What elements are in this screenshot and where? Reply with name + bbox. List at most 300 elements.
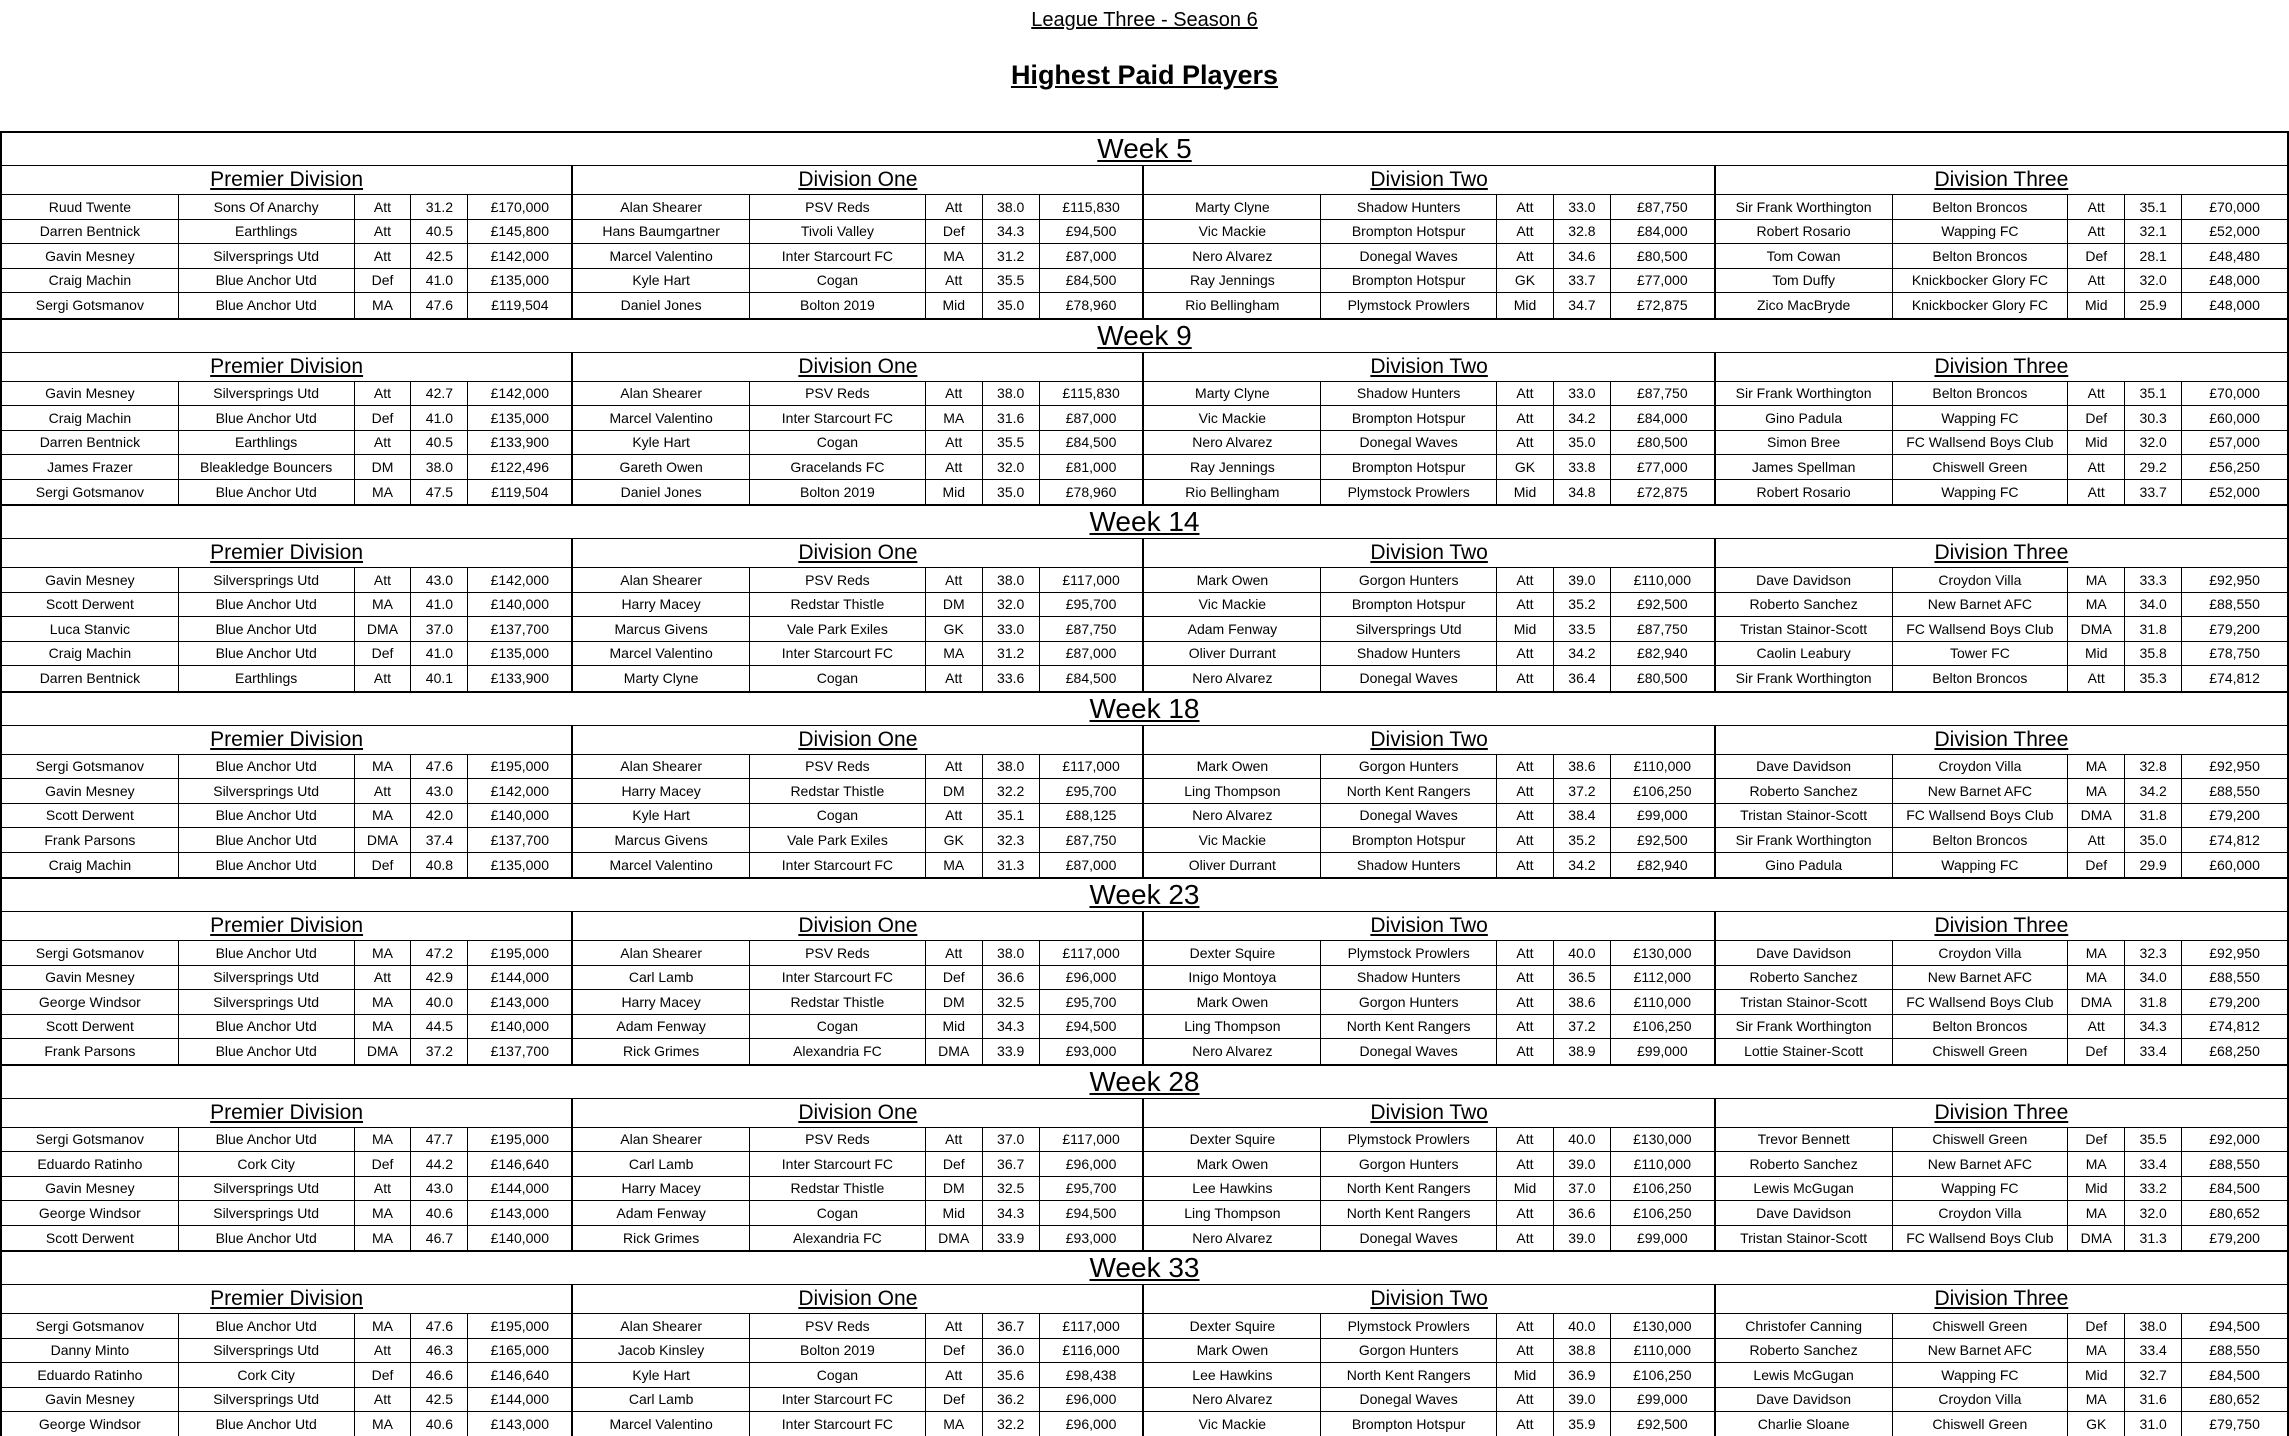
team-cell: Inter Starcourt FC bbox=[750, 642, 926, 667]
stat-cell: 29.9 bbox=[2125, 853, 2182, 878]
team-cell: Tivoli Valley bbox=[750, 220, 926, 245]
player-name-cell: Harry Macey bbox=[573, 1177, 750, 1202]
player-name-cell: Ruud Twente bbox=[2, 195, 179, 220]
division-header-label: Division One bbox=[798, 727, 918, 751]
player-name-cell: Tom Duffy bbox=[1716, 269, 1893, 294]
position-cell: DM bbox=[926, 779, 983, 804]
stat-cell: 33.9 bbox=[983, 1039, 1040, 1064]
week-section bbox=[0, 877, 2289, 1064]
position-cell: Att bbox=[2068, 269, 2125, 294]
player-name-cell: Trevor Bennett bbox=[1716, 1128, 1893, 1153]
stat-cell: 46.3 bbox=[411, 1339, 468, 1364]
player-name-cell: Simon Bree bbox=[1716, 431, 1893, 456]
stat-cell: 32.0 bbox=[2125, 1201, 2182, 1226]
player-name-cell: Nero Alvarez bbox=[1144, 1226, 1321, 1251]
player-name-cell: Frank Parsons bbox=[2, 828, 179, 853]
stat-cell: 36.6 bbox=[983, 966, 1040, 991]
wage-cell: £146,640 bbox=[468, 1363, 573, 1388]
wage-cell: £72,875 bbox=[1611, 293, 1716, 318]
stat-cell: 40.6 bbox=[411, 1412, 468, 1436]
team-cell: Earthlings bbox=[179, 666, 355, 691]
stat-cell: 38.4 bbox=[1554, 804, 1611, 829]
position-cell: DM bbox=[926, 990, 983, 1015]
team-cell: Cork City bbox=[179, 1152, 355, 1177]
player-name-cell: Nero Alvarez bbox=[1144, 804, 1321, 829]
player-name-cell: Gavin Mesney bbox=[2, 568, 179, 593]
player-name-cell: Lee Hawkins bbox=[1144, 1363, 1321, 1388]
player-name-cell: Carl Lamb bbox=[573, 1388, 750, 1413]
stat-cell: 28.1 bbox=[2125, 244, 2182, 269]
player-name-cell: Inigo Montoya bbox=[1144, 966, 1321, 991]
week-table bbox=[2, 1099, 2287, 1251]
position-cell: Def bbox=[355, 1363, 412, 1388]
wage-cell: £142,000 bbox=[468, 382, 573, 407]
team-cell: Cogan bbox=[750, 431, 926, 456]
player-name-cell: Rio Bellingham bbox=[1144, 293, 1321, 318]
position-cell: DMA bbox=[2068, 990, 2125, 1015]
wage-cell: £195,000 bbox=[468, 755, 573, 780]
division-header-label: Division One bbox=[798, 168, 918, 191]
division-header bbox=[573, 539, 1144, 568]
team-cell: Tower FC bbox=[1893, 642, 2069, 667]
wage-cell: £170,000 bbox=[468, 195, 573, 220]
team-cell: Croydon Villa bbox=[1893, 941, 2069, 966]
position-cell: DMA bbox=[355, 617, 412, 642]
position-cell: Mid bbox=[2068, 1177, 2125, 1202]
position-cell: DM bbox=[355, 455, 412, 480]
stat-cell: 31.3 bbox=[983, 853, 1040, 878]
team-cell: Blue Anchor Utd bbox=[179, 593, 355, 618]
team-cell: Donegal Waves bbox=[1321, 1388, 1497, 1413]
player-name-cell: Marcel Valentino bbox=[573, 244, 750, 269]
team-cell: New Barnet AFC bbox=[1893, 779, 2069, 804]
stat-cell: 40.5 bbox=[411, 431, 468, 456]
position-cell: MA bbox=[355, 990, 412, 1015]
position-cell: MA bbox=[2068, 1339, 2125, 1364]
player-name-cell: Kyle Hart bbox=[573, 1363, 750, 1388]
position-cell: Mid bbox=[926, 480, 983, 505]
wage-cell: £145,800 bbox=[468, 220, 573, 245]
wage-cell: £78,960 bbox=[1040, 293, 1145, 318]
division-header bbox=[2, 912, 573, 941]
position-cell: Mid bbox=[2068, 642, 2125, 667]
position-cell: Att bbox=[1497, 1152, 1554, 1177]
position-cell: Att bbox=[1497, 1314, 1554, 1339]
stat-cell: 42.7 bbox=[411, 382, 468, 407]
player-name-cell: Darren Bentnick bbox=[2, 431, 179, 456]
division-header bbox=[573, 353, 1144, 382]
stat-cell: 32.7 bbox=[2125, 1363, 2182, 1388]
division-header bbox=[1716, 353, 2287, 382]
player-name-cell: Tristan Stainor-Scott bbox=[1716, 617, 1893, 642]
stat-cell: 32.5 bbox=[983, 990, 1040, 1015]
stat-cell: 40.0 bbox=[1554, 941, 1611, 966]
team-cell: Chiswell Green bbox=[1893, 1128, 2069, 1153]
team-cell: Blue Anchor Utd bbox=[179, 1039, 355, 1064]
wage-cell: £106,250 bbox=[1611, 1363, 1716, 1388]
position-cell: Mid bbox=[926, 293, 983, 318]
player-name-cell: Sergi Gotsmanov bbox=[2, 1128, 179, 1153]
player-name-cell: Sergi Gotsmanov bbox=[2, 480, 179, 505]
stat-cell: 33.2 bbox=[2125, 1177, 2182, 1202]
player-name-cell: Danny Minto bbox=[2, 1339, 179, 1364]
player-name-cell: Sergi Gotsmanov bbox=[2, 941, 179, 966]
team-cell: Plymstock Prowlers bbox=[1321, 1128, 1497, 1153]
division-header bbox=[573, 912, 1144, 941]
position-cell: Att bbox=[926, 195, 983, 220]
stat-cell: 41.0 bbox=[411, 593, 468, 618]
player-name-cell: Marty Clyne bbox=[1144, 195, 1321, 220]
stat-cell: 32.2 bbox=[983, 779, 1040, 804]
position-cell: Mid bbox=[1497, 617, 1554, 642]
week-title: Week 18 bbox=[2, 693, 2287, 726]
stat-cell: 44.5 bbox=[411, 1015, 468, 1040]
position-cell: Att bbox=[2068, 828, 2125, 853]
player-name-cell: Alan Shearer bbox=[573, 382, 750, 407]
player-name-cell: Sergi Gotsmanov bbox=[2, 1314, 179, 1339]
team-cell: Blue Anchor Utd bbox=[179, 480, 355, 505]
wage-cell: £87,750 bbox=[1611, 195, 1716, 220]
position-cell: DMA bbox=[2068, 617, 2125, 642]
stat-cell: 39.0 bbox=[1554, 1226, 1611, 1251]
team-cell: Cogan bbox=[750, 1201, 926, 1226]
team-cell: Belton Broncos bbox=[1893, 1015, 2069, 1040]
wage-cell: £99,000 bbox=[1611, 1226, 1716, 1251]
team-cell: Blue Anchor Utd bbox=[179, 828, 355, 853]
position-cell: Def bbox=[355, 269, 412, 294]
team-cell: Cork City bbox=[179, 1363, 355, 1388]
team-cell: PSV Reds bbox=[750, 568, 926, 593]
player-name-cell: Nero Alvarez bbox=[1144, 1388, 1321, 1413]
stat-cell: 31.0 bbox=[2125, 1412, 2182, 1436]
division-header-label: Division Three bbox=[1934, 1100, 2069, 1124]
position-cell: Att bbox=[1497, 382, 1554, 407]
stat-cell: 46.7 bbox=[411, 1226, 468, 1251]
team-cell: Silversprings Utd bbox=[179, 779, 355, 804]
team-cell: Brompton Hotspur bbox=[1321, 269, 1497, 294]
position-cell: Mid bbox=[1497, 480, 1554, 505]
wage-cell: £92,950 bbox=[2182, 568, 2287, 593]
team-cell: Donegal Waves bbox=[1321, 666, 1497, 691]
position-cell: Att bbox=[926, 382, 983, 407]
stat-cell: 43.0 bbox=[411, 1177, 468, 1202]
division-header bbox=[1144, 353, 1715, 382]
wage-cell: £92,500 bbox=[1611, 828, 1716, 853]
position-cell: Def bbox=[355, 853, 412, 878]
team-cell: Inter Starcourt FC bbox=[750, 853, 926, 878]
team-cell: New Barnet AFC bbox=[1893, 966, 2069, 991]
wage-cell: £88,550 bbox=[2182, 593, 2287, 618]
team-cell: Silversprings Utd bbox=[179, 990, 355, 1015]
division-header-label: Division Two bbox=[1370, 541, 1488, 564]
week-title: Week 9 bbox=[2, 320, 2287, 353]
stat-cell: 35.0 bbox=[1554, 431, 1611, 456]
team-cell: Blue Anchor Utd bbox=[179, 1412, 355, 1436]
stat-cell: 35.8 bbox=[2125, 642, 2182, 667]
player-name-cell: Oliver Durrant bbox=[1144, 642, 1321, 667]
team-cell: Silversprings Utd bbox=[179, 1388, 355, 1413]
wage-cell: £142,000 bbox=[468, 568, 573, 593]
team-cell: Wapping FC bbox=[1893, 1177, 2069, 1202]
player-name-cell: Craig Machin bbox=[2, 406, 179, 431]
player-name-cell: Sir Frank Worthington bbox=[1716, 382, 1893, 407]
position-cell: DMA bbox=[355, 828, 412, 853]
wage-cell: £119,504 bbox=[468, 480, 573, 505]
stat-cell: 38.0 bbox=[983, 382, 1040, 407]
week-table bbox=[2, 912, 2287, 1064]
player-name-cell: Robert Rosario bbox=[1716, 480, 1893, 505]
stat-cell: 33.7 bbox=[2125, 480, 2182, 505]
division-header bbox=[573, 1099, 1144, 1128]
position-cell: Att bbox=[926, 755, 983, 780]
wage-cell: £84,000 bbox=[1611, 220, 1716, 245]
team-cell: New Barnet AFC bbox=[1893, 593, 2069, 618]
team-cell: Wapping FC bbox=[1893, 406, 2069, 431]
stat-cell: 31.8 bbox=[2125, 617, 2182, 642]
wage-cell: £117,000 bbox=[1040, 568, 1145, 593]
team-cell: Gorgon Hunters bbox=[1321, 990, 1497, 1015]
player-name-cell: Harry Macey bbox=[573, 779, 750, 804]
player-name-cell: Gino Padula bbox=[1716, 406, 1893, 431]
position-cell: Def bbox=[926, 220, 983, 245]
wage-cell: £142,000 bbox=[468, 244, 573, 269]
team-cell: Earthlings bbox=[179, 431, 355, 456]
wage-cell: £88,550 bbox=[2182, 966, 2287, 991]
team-cell: Shadow Hunters bbox=[1321, 853, 1497, 878]
player-name-cell: Daniel Jones bbox=[573, 293, 750, 318]
player-name-cell: Alan Shearer bbox=[573, 1128, 750, 1153]
wage-cell: £98,438 bbox=[1040, 1363, 1145, 1388]
stat-cell: 33.4 bbox=[2125, 1152, 2182, 1177]
wage-cell: £106,250 bbox=[1611, 1201, 1716, 1226]
position-cell: Def bbox=[2068, 1314, 2125, 1339]
wage-cell: £70,000 bbox=[2182, 195, 2287, 220]
wage-cell: £80,500 bbox=[1611, 431, 1716, 456]
team-cell: Vale Park Exiles bbox=[750, 617, 926, 642]
division-header bbox=[1716, 1099, 2287, 1128]
wage-cell: £143,000 bbox=[468, 990, 573, 1015]
position-cell: MA bbox=[2068, 779, 2125, 804]
stat-cell: 38.0 bbox=[983, 941, 1040, 966]
player-name-cell: Alan Shearer bbox=[573, 1314, 750, 1339]
wage-cell: £144,000 bbox=[468, 1177, 573, 1202]
player-name-cell: Dave Davidson bbox=[1716, 941, 1893, 966]
team-cell: Silversprings Utd bbox=[179, 568, 355, 593]
player-name-cell: Rio Bellingham bbox=[1144, 480, 1321, 505]
position-cell: MA bbox=[355, 1201, 412, 1226]
position-cell: Att bbox=[2068, 195, 2125, 220]
division-header bbox=[1144, 726, 1715, 755]
player-name-cell: Luca Stanvic bbox=[2, 617, 179, 642]
team-cell: Croydon Villa bbox=[1893, 568, 2069, 593]
stat-cell: 36.7 bbox=[983, 1152, 1040, 1177]
team-cell: Cogan bbox=[750, 269, 926, 294]
stat-cell: 38.0 bbox=[411, 455, 468, 480]
team-cell: Brompton Hotspur bbox=[1321, 455, 1497, 480]
position-cell: DMA bbox=[926, 1226, 983, 1251]
player-name-cell: Tristan Stainor-Scott bbox=[1716, 1226, 1893, 1251]
wage-cell: £87,000 bbox=[1040, 642, 1145, 667]
stat-cell: 47.6 bbox=[411, 1314, 468, 1339]
wage-cell: £94,500 bbox=[1040, 220, 1145, 245]
position-cell: Att bbox=[1497, 1039, 1554, 1064]
position-cell: Def bbox=[926, 1339, 983, 1364]
team-cell: Blue Anchor Utd bbox=[179, 941, 355, 966]
stat-cell: 42.0 bbox=[411, 804, 468, 829]
position-cell: MA bbox=[2068, 941, 2125, 966]
player-name-cell: Sergi Gotsmanov bbox=[2, 293, 179, 318]
player-name-cell: Craig Machin bbox=[2, 269, 179, 294]
stat-cell: 47.6 bbox=[411, 293, 468, 318]
team-cell: Blue Anchor Utd bbox=[179, 406, 355, 431]
stat-cell: 37.2 bbox=[1554, 779, 1611, 804]
player-name-cell: Mark Owen bbox=[1144, 1152, 1321, 1177]
division-header bbox=[1144, 166, 1715, 195]
report-header bbox=[0, 0, 2289, 131]
stat-cell: 34.0 bbox=[2125, 593, 2182, 618]
stat-cell: 35.0 bbox=[983, 480, 1040, 505]
wage-cell: £82,940 bbox=[1611, 642, 1716, 667]
team-cell: Chiswell Green bbox=[1893, 1412, 2069, 1436]
position-cell: MA bbox=[355, 1226, 412, 1251]
position-cell: Mid bbox=[1497, 1363, 1554, 1388]
week-section bbox=[0, 318, 2289, 505]
stat-cell: 38.0 bbox=[2125, 1314, 2182, 1339]
player-name-cell: Sir Frank Worthington bbox=[1716, 195, 1893, 220]
position-cell: Att bbox=[1497, 990, 1554, 1015]
wage-cell: £99,000 bbox=[1611, 804, 1716, 829]
player-name-cell: Dave Davidson bbox=[1716, 568, 1893, 593]
position-cell: Att bbox=[1497, 1388, 1554, 1413]
team-cell: Chiswell Green bbox=[1893, 1314, 2069, 1339]
team-cell: Wapping FC bbox=[1893, 1363, 2069, 1388]
position-cell: Att bbox=[1497, 1339, 1554, 1364]
position-cell: Att bbox=[355, 244, 412, 269]
division-header-label: Division One bbox=[798, 914, 918, 937]
stat-cell: 33.4 bbox=[2125, 1339, 2182, 1364]
wage-cell: £87,750 bbox=[1611, 617, 1716, 642]
stat-cell: 38.8 bbox=[1554, 1339, 1611, 1364]
team-cell: Silversprings Utd bbox=[179, 1201, 355, 1226]
player-name-cell: Mark Owen bbox=[1144, 755, 1321, 780]
position-cell: MA bbox=[2068, 1201, 2125, 1226]
position-cell: Def bbox=[2068, 853, 2125, 878]
wage-cell: £77,000 bbox=[1611, 455, 1716, 480]
position-cell: Att bbox=[355, 666, 412, 691]
wage-cell: £146,640 bbox=[468, 1152, 573, 1177]
wage-cell: £143,000 bbox=[468, 1201, 573, 1226]
player-name-cell: Nero Alvarez bbox=[1144, 1039, 1321, 1064]
wage-cell: £88,550 bbox=[2182, 1152, 2287, 1177]
player-name-cell: Marcus Givens bbox=[573, 828, 750, 853]
wage-cell: £87,000 bbox=[1040, 406, 1145, 431]
team-cell: Chiswell Green bbox=[1893, 1039, 2069, 1064]
wage-cell: £78,750 bbox=[2182, 642, 2287, 667]
player-name-cell: Gavin Mesney bbox=[2, 1177, 179, 1202]
wage-cell: £94,500 bbox=[1040, 1015, 1145, 1040]
team-cell: Plymstock Prowlers bbox=[1321, 480, 1497, 505]
stat-cell: 33.9 bbox=[983, 1226, 1040, 1251]
stat-cell: 43.0 bbox=[411, 568, 468, 593]
wage-cell: £79,750 bbox=[2209, 1416, 2260, 1433]
wage-cell: £88,125 bbox=[1040, 804, 1145, 829]
division-header bbox=[2, 1099, 573, 1128]
position-cell: MA bbox=[355, 593, 412, 618]
position-cell: Att bbox=[355, 382, 412, 407]
division-header bbox=[573, 726, 1144, 755]
player-name-cell: Frank Parsons bbox=[2, 1039, 179, 1064]
wage-cell: £110,000 bbox=[1611, 990, 1716, 1015]
player-name-cell: Tristan Stainor-Scott bbox=[1716, 990, 1893, 1015]
position-cell: GK bbox=[926, 617, 983, 642]
division-header bbox=[1716, 912, 2287, 941]
position-cell: Att bbox=[355, 1339, 412, 1364]
stat-cell: 33.5 bbox=[1554, 617, 1611, 642]
player-name-cell: Roberto Sanchez bbox=[1716, 1152, 1893, 1177]
division-header bbox=[573, 166, 1144, 195]
position-cell: Att bbox=[1497, 431, 1554, 456]
player-name-cell: Adam Fenway bbox=[573, 1201, 750, 1226]
player-name-cell: Kyle Hart bbox=[573, 804, 750, 829]
division-header-label: Division Two bbox=[1370, 354, 1488, 378]
wage-cell: £137,700 bbox=[468, 828, 573, 853]
player-name-cell: Gavin Mesney bbox=[2, 244, 179, 269]
stat-cell: 31.6 bbox=[2125, 1388, 2182, 1413]
stat-cell: 36.5 bbox=[1554, 966, 1611, 991]
stat-cell: 33.0 bbox=[1554, 195, 1611, 220]
team-cell: North Kent Rangers bbox=[1321, 779, 1497, 804]
position-cell: Att bbox=[355, 966, 412, 991]
wage-cell: £116,000 bbox=[1040, 1339, 1145, 1364]
position-cell: Def bbox=[2068, 1039, 2125, 1064]
team-cell: Donegal Waves bbox=[1321, 804, 1497, 829]
stat-cell: 42.9 bbox=[411, 966, 468, 991]
stat-cell: 31.2 bbox=[983, 244, 1040, 269]
wage-cell: £96,000 bbox=[1040, 966, 1145, 991]
player-name-cell: Sir Frank Worthington bbox=[1716, 1015, 1893, 1040]
position-cell: MA bbox=[355, 804, 412, 829]
position-cell: GK bbox=[1497, 455, 1554, 480]
week-section bbox=[0, 691, 2289, 878]
position-cell: MA bbox=[2068, 1388, 2125, 1413]
wage-cell: £130,000 bbox=[1611, 1314, 1716, 1339]
wage-cell: £143,000 bbox=[468, 1412, 573, 1436]
wage-cell: £135,000 bbox=[468, 269, 573, 294]
position-cell: Att bbox=[1497, 941, 1554, 966]
stat-cell: 34.3 bbox=[983, 220, 1040, 245]
division-header-label: Division One bbox=[798, 354, 918, 378]
team-cell: Blue Anchor Utd bbox=[179, 1226, 355, 1251]
position-cell: MA bbox=[355, 1128, 412, 1153]
team-cell: Cogan bbox=[750, 1015, 926, 1040]
player-name-cell: Rick Grimes bbox=[573, 1226, 750, 1251]
team-cell: Wapping FC bbox=[1893, 853, 2069, 878]
team-cell: FC Wallsend Boys Club bbox=[1893, 990, 2069, 1015]
stat-cell: 40.0 bbox=[1554, 1128, 1611, 1153]
wage-cell: £95,700 bbox=[1040, 593, 1145, 618]
division-header-label: Division One bbox=[798, 541, 918, 564]
wage-cell: £74,812 bbox=[2209, 670, 2260, 687]
week-table bbox=[2, 1285, 2287, 1436]
wage-cell: £92,000 bbox=[2182, 1128, 2287, 1153]
team-cell: New Barnet AFC bbox=[1893, 1152, 2069, 1177]
position-cell: Mid bbox=[926, 1015, 983, 1040]
player-name-cell: Tristan Stainor-Scott bbox=[1716, 804, 1893, 829]
position-cell: Att bbox=[1497, 853, 1554, 878]
stat-cell: 35.1 bbox=[2125, 382, 2182, 407]
stat-cell: 35.6 bbox=[983, 1363, 1040, 1388]
division-header-label: Premier Division bbox=[210, 354, 364, 378]
